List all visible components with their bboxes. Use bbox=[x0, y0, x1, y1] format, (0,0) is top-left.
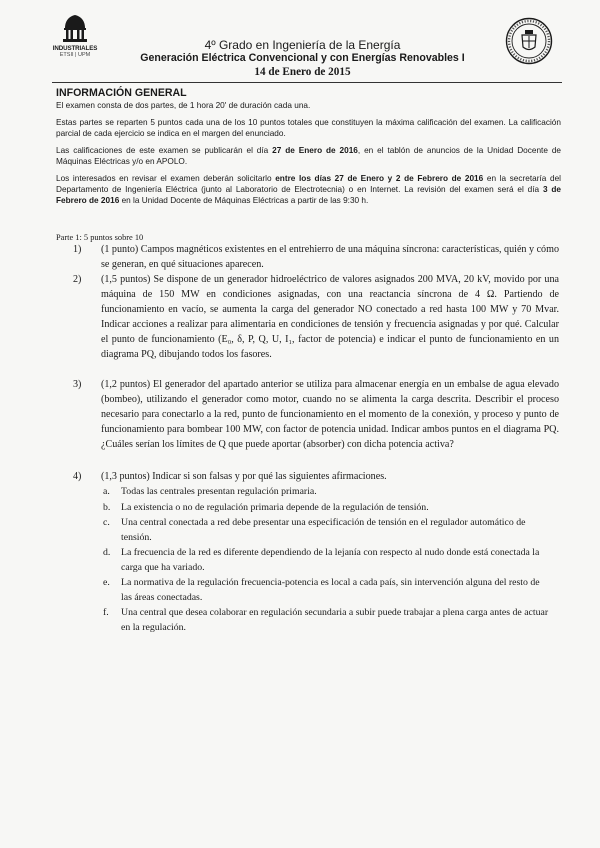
question-text: (1,3 puntos) Indicar si son falsas y por qué las siguientes afirmaciones. bbox=[101, 471, 387, 482]
statement-text: La existencia o no de regulación primaria depende de la regulación de tensión. bbox=[121, 502, 429, 513]
question-text: (1,5 puntos) Se dispone de un generador hidroeléctrico de valores asignados 200 MVA, 20 kV, movido por una máquina de 150 MW en condiciones asignadas, con una reactancia síncrona de 4 Ω. Partiendo de funcionamiento en vacío, se aumenta la carga del generador NO conectado a red hasta 100 MW y 70 Mvar. Indicar acciones a realizar para alimentaria en condiciones de tensión y frecuencia asignadas y por qué. Calcular el punto de funcionamiento (E₀, δ, P, Q, U, I₁, factor de potencia) e indicar el punto de funcionamiento en un diagrama PQ, dibujando todos los fasores. bbox=[101, 274, 559, 360]
statement-text: Una central que desea colaborar en regulación secundaria a subir puede trabajar a plena carga antes de actuar en la regulación. bbox=[121, 607, 549, 633]
header-divider bbox=[52, 82, 562, 83]
statement-text: Una central conectada a red debe presentar una especificación de tensión en el regulador automático de tensión. bbox=[121, 517, 526, 543]
statement-text: Todas las centrales presentan regulación primaria. bbox=[121, 486, 317, 497]
logo-text-main: INDUSTRIALES bbox=[52, 45, 98, 52]
question-text: (1,2 puntos) El generador del apartado anterior se utiliza para almacenar energía en un embalse de agua elevado (bombeo), utilizando el generador como motor, cuando no se alimenta la carga descrita. Describir el proceso necesario para conectarlo a la red, punto de funcionamiento en el momento de la conexión, y proceso y punto de funcionamiento para bombear 100 MW, con factor de potencia unidad. Indicar ambos puntos en el diagrama PQ. ¿Cuáles serían los límites de Q que puede aportar (absorber) con dicha potencia activa? bbox=[101, 379, 559, 450]
university-seal bbox=[505, 17, 553, 70]
general-info-p3: Las calificaciones de este examen se publicarán el día 27 de Enero de 2016, en el tablón de anuncios de la Unidad Docente de Máquinas Eléctricas y/o en APOLO. bbox=[56, 146, 561, 166]
statement-text: La frecuencia de la red es diferente dependiendo de la lejanía con respecto al nudo donde está conectada la carga que ha variado. bbox=[121, 547, 540, 573]
question-number: 1) bbox=[73, 244, 82, 255]
seal-icon bbox=[505, 17, 553, 65]
statement-letter: a. bbox=[103, 486, 110, 497]
general-info-p4: Los interesados en revisar el examen deberán solicitarlo entre los días 27 de Enero y 2 de Febrero de 2016 en la secretaría del Departamento de Ingeniería Eléctrica (junto al Laboratorio de Electrotecnia) o en Internet. La revisión del examen será el día 3 de Febrero de 2016 en la Unidad Docente de Máquinas Eléctricas a partir de las 9:30 h. bbox=[56, 174, 562, 205]
building-icon bbox=[60, 14, 90, 44]
question-number: 4) bbox=[73, 471, 82, 482]
question-number: 2) bbox=[73, 274, 82, 285]
logo-text-sub: ETSII | UPM bbox=[59, 52, 91, 58]
general-info-title: INFORMACIÓN GENERAL bbox=[56, 87, 187, 99]
degree-title: 4º Grado en Ingeniería de la Energía bbox=[204, 38, 401, 52]
statement-letter: f. bbox=[103, 607, 109, 618]
statement-text: La normativa de la regulación frecuencia-potencia es local a cada país, sin intervención alguna del resto de las áreas conectadas. bbox=[121, 577, 540, 603]
statement-letter: c. bbox=[103, 517, 110, 528]
school-logo bbox=[52, 14, 98, 58]
part-title: Parte 1: 5 puntos sobre 10 bbox=[56, 233, 144, 242]
question-number: 3) bbox=[73, 379, 82, 390]
statement-letter: e. bbox=[103, 577, 110, 588]
general-info-p1: El examen consta de dos partes, de 1 hora 20' de duración cada una. bbox=[56, 101, 311, 110]
statement-letter: b. bbox=[103, 502, 111, 513]
question-text: (1 punto) Campos magnéticos existentes en el entrehierro de una máquina síncrona: características, quién y cómo se generan, en qué situaciones aparecen. bbox=[101, 244, 559, 270]
course-title: Generación Eléctrica Convencional y con Energías Renovables I bbox=[140, 52, 465, 64]
exam-date: 14 de Enero de 2015 bbox=[254, 66, 351, 78]
statement-letter: d. bbox=[103, 547, 111, 558]
general-info-p2: Estas partes se reparten 5 puntos cada una de los 10 puntos totales que constituyen la máxima calificación del examen. La calificación parcial de cada ejercicio se indica en el margen del enunciado. bbox=[56, 118, 561, 138]
